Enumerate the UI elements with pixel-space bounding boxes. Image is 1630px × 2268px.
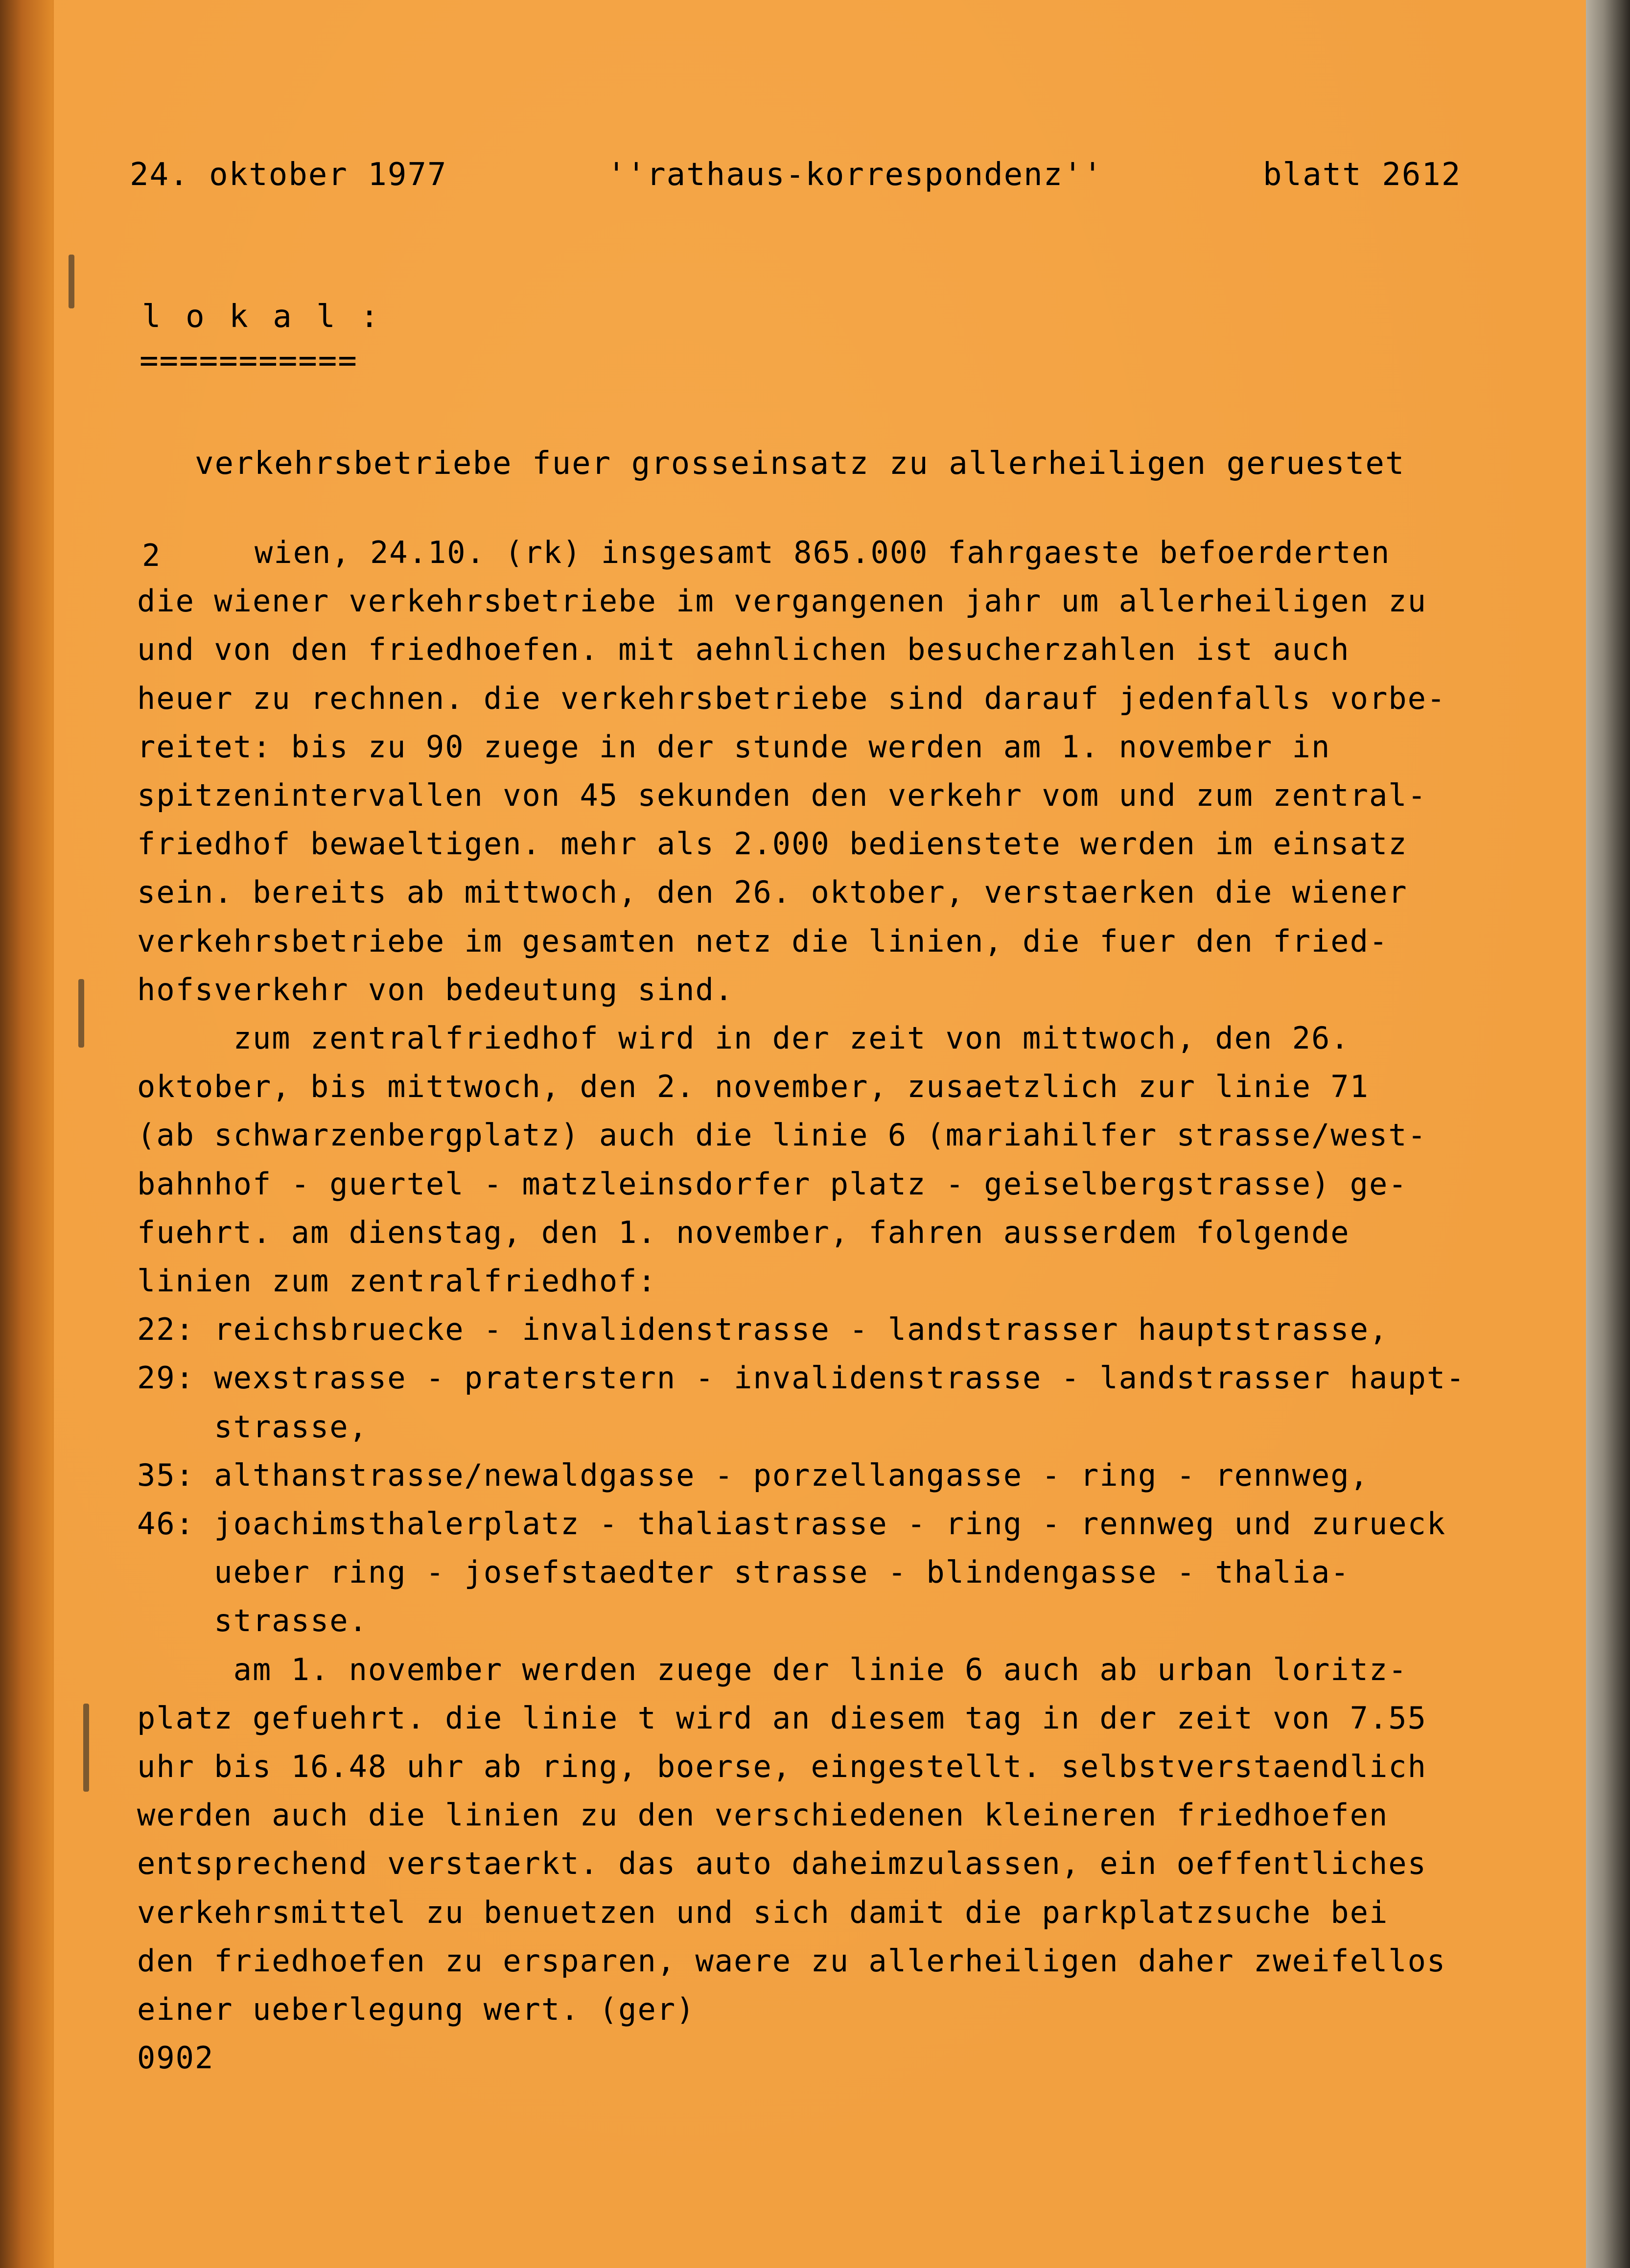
article-line: den friedhoefen zu ersparen, waere zu allerheiligen daher zweifellos (137, 1943, 1446, 1979)
article-line: spitzenintervallen von 45 sekunden den verkehr vom und zum zentral- (137, 777, 1427, 813)
article-line: 46: joachimsthalerplatz - thaliastrasse - ring - rennweg und zurueck (137, 1506, 1446, 1542)
article-line: verkehrsbetriebe im gesamten netz die linien, die fuer den fried- (137, 923, 1389, 959)
article-line: strasse. (137, 1603, 368, 1638)
header-title: ''rathaus-korrespondenz'' (607, 157, 1103, 193)
binding-mark (69, 255, 74, 308)
article-line: 29: wexstrasse - praterstern - invalidenstrasse - landstrasser haupt- (137, 1360, 1466, 1396)
article-line: heuer zu rechnen. die verkehrsbetriebe sind darauf jedenfalls vorbe- (137, 680, 1446, 716)
article-line: 22: reichsbruecke - invalidenstrasse - landstrasser hauptstrasse, (137, 1311, 1389, 1347)
article-line: zum zentralfriedhof wird in der zeit von mittwoch, den 26. (137, 1020, 1350, 1056)
article-line: verkehrsmittel zu benuetzen und sich damit die parkplatzsuche bei (137, 1894, 1389, 1930)
article-line: 35: althanstrasse/newaldgasse - porzellangasse - ring - rennweg, (137, 1457, 1369, 1493)
article-line: strasse, (137, 1409, 368, 1445)
article-line: einer ueberlegung wert. (ger) (137, 1991, 696, 2027)
section-label: l o k a l : (142, 299, 382, 335)
article-line: werden auch die linien zu den verschiedenen kleineren friedhoefen (137, 1797, 1389, 1833)
article-line: platz gefuehrt. die linie t wird an diesem tag in der zeit von 7.55 (137, 1700, 1427, 1736)
article-line: bahnhof - guertel - matzleinsdorfer platz - geiselbergstrasse) ge- (137, 1166, 1408, 1202)
article-line: friedhof bewaeltigen. mehr als 2.000 bedienstete werden im einsatz (137, 826, 1408, 862)
article-line: wien, 24.10. (rk) insgesamt 865.000 fahrgaeste befoerderten (255, 535, 1391, 570)
article-line: und von den friedhoefen. mit aehnlichen besucherzahlen ist auch (137, 631, 1350, 667)
article-line: am 1. november werden zuege der linie 6 auch ab urban loritz- (137, 1652, 1408, 1687)
article-number: 2 (142, 538, 161, 573)
article-line: hofsverkehr von bedeutung sind. (137, 972, 734, 1007)
article-line: entsprechend verstaerkt. das auto daheimzulassen, ein oeffentliches (137, 1846, 1427, 1881)
article-line: fuehrt. am dienstag, den 1. november, fahren ausserdem folgende (137, 1215, 1350, 1250)
binding-mark (83, 1704, 89, 1792)
article-line: reitet: bis zu 90 zuege in der stunde werden am 1. november in (137, 729, 1331, 765)
article-line: ueber ring - josefstaedter strasse - blindengasse - thalia- (137, 1554, 1350, 1590)
article-line: 0902 (137, 2040, 214, 2076)
article-headline: verkehrsbetriebe fuer grosseinsatz zu allerheiligen geruestet (195, 445, 1405, 482)
article-line: linien zum zentralfriedhof: (137, 1263, 657, 1299)
article-line: oktober, bis mittwoch, den 2. november, zusaetzlich zur linie 71 (137, 1069, 1369, 1104)
header-date: 24. oktober 1977 (130, 157, 447, 193)
section-underline: =========== (140, 343, 358, 379)
article-line: die wiener verkehrsbetriebe im vergangenen jahr um allerheiligen zu (137, 583, 1427, 619)
header-sheet: blatt 2612 (1263, 157, 1462, 193)
page-edge (1586, 0, 1630, 2268)
binding-mark (78, 979, 84, 1048)
article-line: uhr bis 16.48 uhr ab ring, boerse, eingestellt. selbstverstaendlich (137, 1749, 1427, 1784)
article-line: (ab schwarzenbergplatz) auch die linie 6 (mariahilfer strasse/west- (137, 1117, 1427, 1153)
article-line: sein. bereits ab mittwoch, den 26. oktober, verstaerken die wiener (137, 874, 1408, 910)
